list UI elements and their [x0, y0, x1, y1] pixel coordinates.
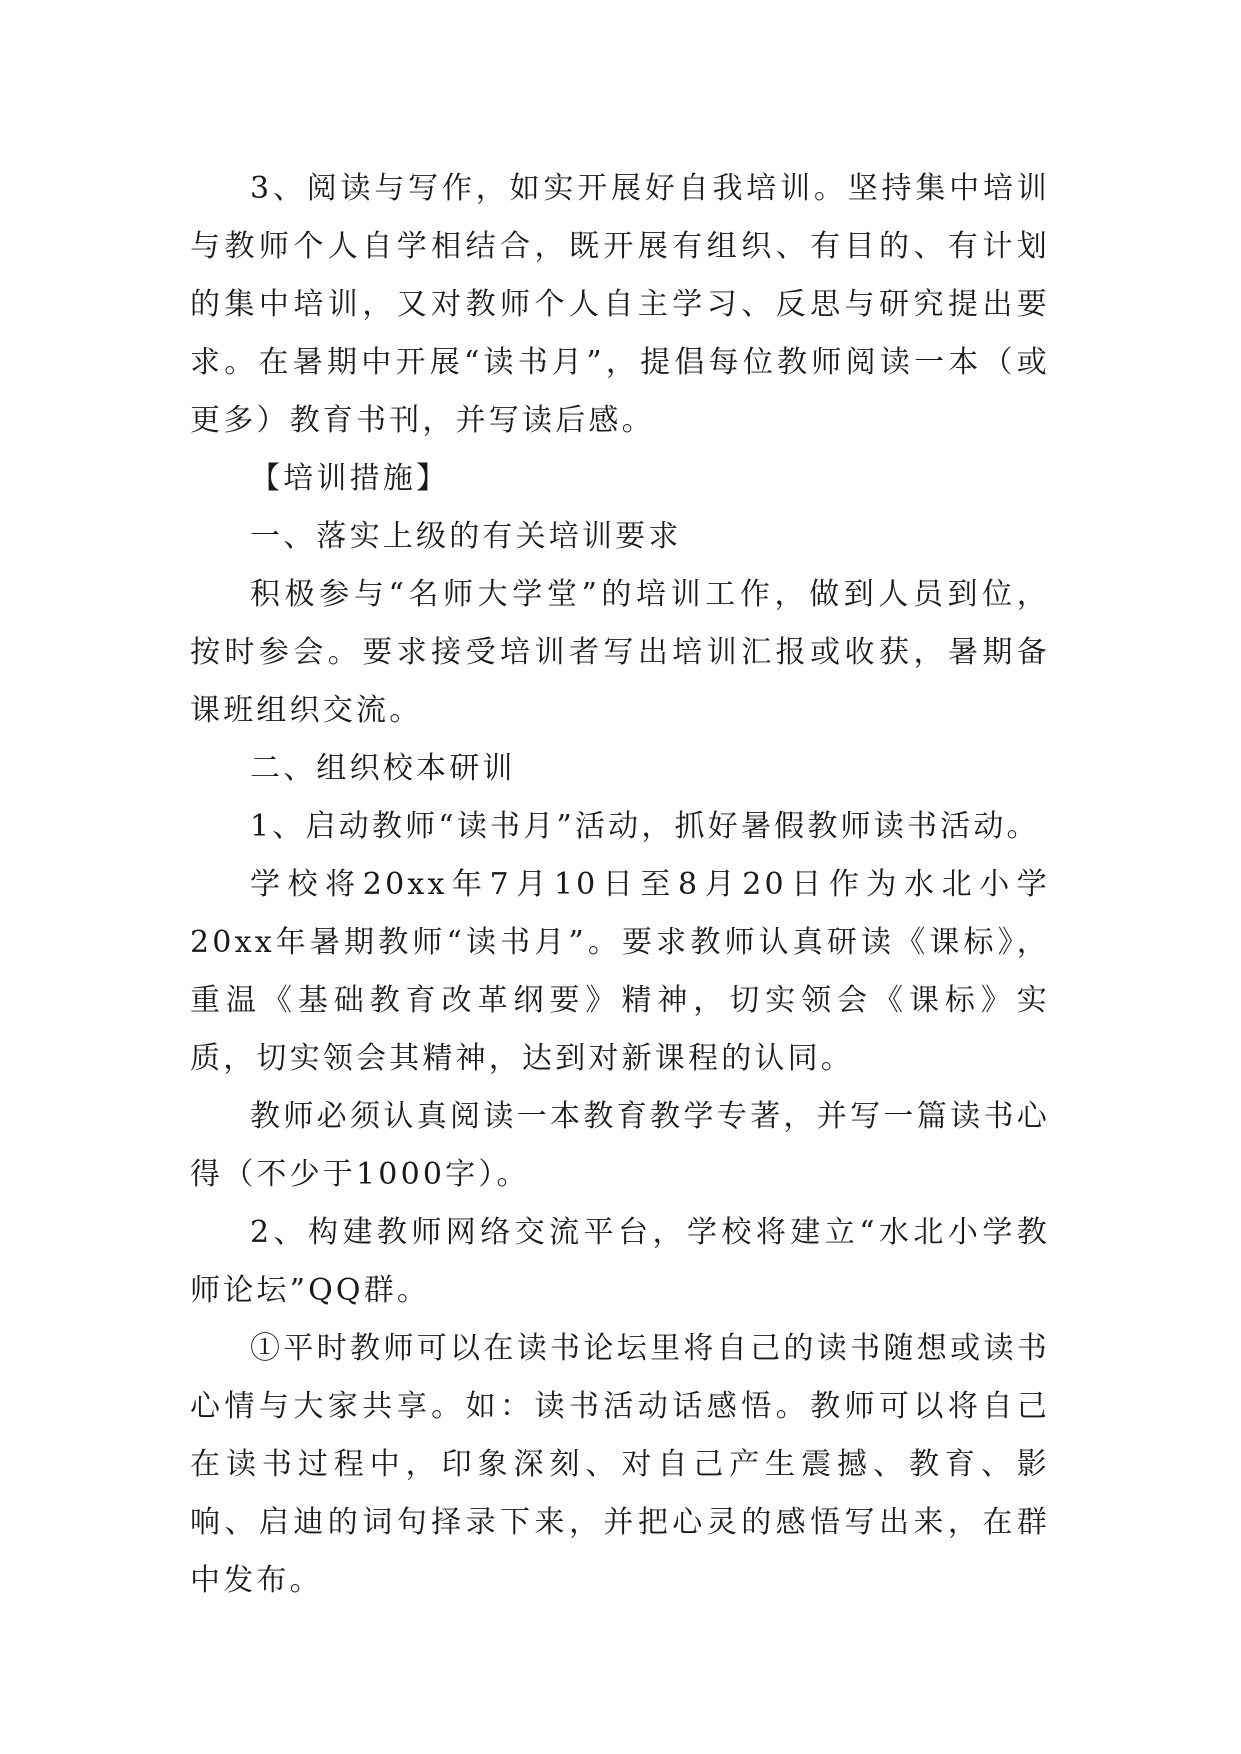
heading-school-based-training: 二、组织校本研训: [250, 751, 516, 786]
paragraph-master-teacher-class: 积极参与“名师大学堂”的培训工作，做到人员到位，按时参会。要求接受培训者写出培训汇报或收获，暑期备课班组织交流。: [190, 577, 1050, 728]
paragraph-reading-month-launch: 1、启动教师“读书月”活动，抓好暑假教师读书活动。: [250, 809, 1040, 844]
section-heading-training-measures: 【培训措施】: [250, 461, 450, 496]
paragraph-reading-month-details: 学校将20xx年7月10日至8月20日作为水北小学20xx年暑期教师“读书月”。要求教师认真研读《课标》，重温《基础教育改革纲要》精神，切实领会《课标》实质，切实领会其精神，达到对新课程的认同。: [190, 867, 1050, 1076]
paragraph-forum-sharing: ①平时教师可以在读书论坛里将自己的读书随想或读书心情与大家共享。如：读书活动话感悟。教师可以将自己在读书过程中，印象深刻、对自己产生震撼、教育、影响、启迪的词句择录下来，并把心灵的感悟写出来，在群中发布。: [190, 1331, 1050, 1598]
heading-implement-requirements: 一、落实上级的有关培训要求: [250, 519, 682, 554]
paragraph-reading-writing: 3、阅读与写作，如实开展好自我培训。坚持集中培训与教师个人自学相结合，既开展有组织、有目的、有计划的集中培训，又对教师个人自主学习、反思与研究提出要求。在暑期中开展“读书月”，提倡每位教师阅读一本（或更多）教育书刊，并写读后感。: [190, 171, 1050, 438]
document-body: [190, 160, 1050, 1610]
paragraph-online-platform: 2、构建教师网络交流平台，学校将建立“水北小学教师论坛”QQ群。: [190, 1215, 1050, 1308]
paragraph-reading-requirement: 教师必须认真阅读一本教育教学专著，并写一篇读书心得（不少于1000字）。: [190, 1099, 1050, 1192]
